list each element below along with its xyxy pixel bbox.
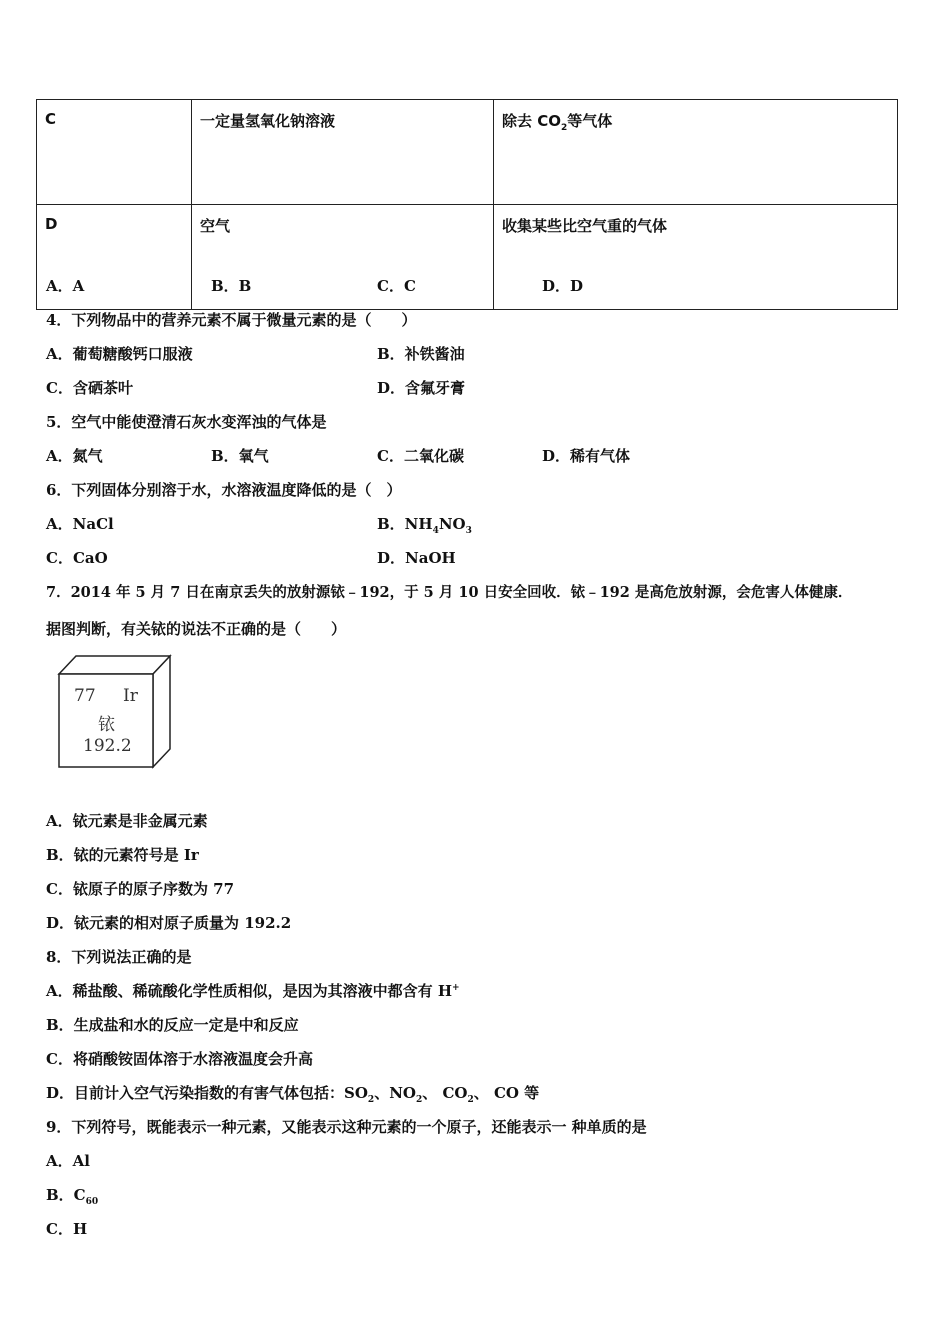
q5-option-d[interactable]: D．稀有气体 <box>542 447 631 465</box>
q4-option-a[interactable]: A．葡萄糖酸钙口服液 <box>46 345 193 363</box>
q9-option-b[interactable]: B．$C_{60}$ <box>46 1186 99 1207</box>
row-item: 一定量氢氧化钠溶液 <box>192 100 494 205</box>
q9-option-a[interactable]: A．Al <box>46 1152 90 1170</box>
q6-option-b[interactable]: B．$NH_4NO_3$ <box>377 515 472 536</box>
q8-stem: 8．下列说法正确的是 <box>46 948 192 966</box>
element-name: 铱 <box>98 715 115 735</box>
row-label: C <box>37 100 192 205</box>
q8-option-a[interactable]: A．稀盐酸、稀硫酸化学性质相似，是因为其溶液中都含有 H+ <box>46 982 460 1000</box>
q5-stem: 5．空气中能使澄清石灰水变浑浊的气体是 <box>46 413 327 431</box>
answer-table <box>36 99 898 310</box>
q4-option-b[interactable]: B．补铁酱油 <box>377 345 465 363</box>
row-use: 除去 $CO_2$等气体 <box>494 100 898 205</box>
q9-option-c[interactable]: C．H <box>46 1220 88 1238</box>
element-card <box>56 654 174 770</box>
q7-option-d[interactable]: D．铱元素的相对原子质量为 192.2 <box>46 914 292 932</box>
q7-option-b[interactable]: B．铱的元素符号是 Ir <box>46 846 199 864</box>
table-row <box>37 100 898 205</box>
q4-stem: 4．下列物品中的营养元素不属于微量元素的是（ ） <box>46 311 417 329</box>
q4-option-c[interactable]: C．含硒茶叶 <box>46 379 133 397</box>
q7-option-c[interactable]: C．铱原子的原子序数为 77 <box>46 880 235 898</box>
q8-option-b[interactable]: B．生成盐和水的反应一定是中和反应 <box>46 1016 299 1034</box>
row-use: 收集某些比空气重的气体 <box>494 205 898 310</box>
q6-option-c[interactable]: C．CaO <box>46 549 108 567</box>
q5-option-c[interactable]: C．二氧化碳 <box>377 447 464 465</box>
q4-option-d[interactable]: D．含氟牙膏 <box>377 379 466 397</box>
row-item: 空气 <box>192 205 494 310</box>
q7-option-a[interactable]: A．铱元素是非金属元素 <box>46 812 208 830</box>
q3-option-d[interactable]: D．D <box>542 277 584 295</box>
q7-stem-line2: 据图判断，有关铱的说法不正确的是（ ） <box>46 620 347 638</box>
q3-option-a[interactable]: A．A <box>46 277 85 295</box>
q6-option-a[interactable]: A．NaCl <box>46 515 114 533</box>
q5-option-a[interactable]: A．氮气 <box>46 447 103 465</box>
q7-stem-line1: 7．2014 年 5 月 7 日在南京丢失的放射源铱﹣192，于 5 月 10 日安全回收．铱﹣192 是高危放射源，会危害人体健康． <box>46 584 853 601</box>
q8-option-d[interactable]: D．目前计入空气污染指数的有害气体包括：$SO_2$、$NO_2$、 $CO_2$、 CO 等 <box>46 1084 540 1105</box>
atomic-number: 77 <box>74 686 96 706</box>
q8-option-c[interactable]: C．将硝酸铵固体溶于水溶液温度会升高 <box>46 1050 313 1068</box>
q3-option-c[interactable]: C．C <box>377 277 416 295</box>
table-row <box>37 205 898 310</box>
atomic-mass: 192.2 <box>83 736 132 756</box>
row-label: D <box>37 205 192 310</box>
q3-option-b[interactable]: B．B <box>211 277 252 295</box>
q6-stem: 6．下列固体分别溶于水，水溶液温度降低的是（ ） <box>46 481 402 499</box>
q6-option-d[interactable]: D．NaOH <box>377 549 456 567</box>
q9-stem: 9．下列符号，既能表示一种元素，又能表示这种元素的一个原子，还能表示一 种单质的是 <box>46 1118 647 1136</box>
element-symbol: Ir <box>123 686 138 706</box>
q5-option-b[interactable]: B．氧气 <box>211 447 269 465</box>
